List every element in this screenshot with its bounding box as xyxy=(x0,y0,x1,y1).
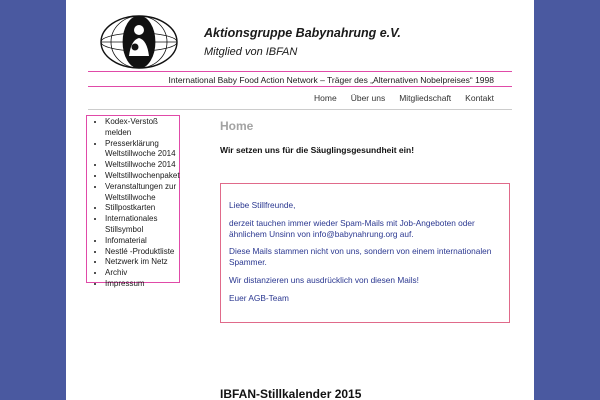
sidebar-item-infomaterial[interactable]: • Infomaterial xyxy=(105,236,177,247)
top-navigation xyxy=(314,93,494,103)
sidebar-menu xyxy=(86,115,180,288)
page-container xyxy=(66,0,534,400)
section-heading-stillkalender: IBFAN-Stillkalender 2015 xyxy=(220,387,362,400)
notice-signoff: Euer AGB-Team xyxy=(229,292,289,303)
sidebar-item-weltstillwochenpaket[interactable]: • Weltstillwochenpaket xyxy=(105,171,177,182)
nav-mitgliedschaft[interactable]: Mitgliedschaft xyxy=(399,93,452,103)
lead-text: Wir setzen uns für die Säuglingsgesundheit ein! xyxy=(220,145,415,155)
spam-notice-box xyxy=(220,183,510,323)
sidebar-item-stillsymbol[interactable]: • Internationales Stillsymbol xyxy=(105,214,177,236)
notice-greeting: Liebe Stillfreunde, xyxy=(229,200,296,210)
page-title: Home xyxy=(220,119,254,133)
sidebar-item-netzwerk[interactable]: • Netzwerk im Netz xyxy=(105,257,177,268)
header-rule-top xyxy=(88,71,512,72)
sidebar-item-kodex-verstoss[interactable]: • Kodex-Verstoß melden xyxy=(105,117,177,139)
ibfan-globe-logo[interactable] xyxy=(99,14,179,70)
nav-divider xyxy=(88,109,512,110)
sidebar-item-archiv[interactable]: • Archiv xyxy=(105,268,177,279)
sidebar-item-weltstillwoche[interactable]: • Weltstillwoche 2014 xyxy=(105,160,177,171)
org-subtitle: Mitglied von IBFAN xyxy=(204,46,298,58)
notice-paragraph-2: Diese Mails stammen nicht von uns, sondern von einem internationalen Spammer. xyxy=(229,246,492,268)
sidebar-item-nestle-produktliste[interactable]: • Nestlé -Produktliste xyxy=(105,247,177,258)
sidebar-item-presserklaerung[interactable]: • Presserklärung Weltstillwoche 2014 xyxy=(105,139,177,161)
org-title: Aktionsgruppe Babynahrung e.V. xyxy=(204,26,401,40)
sidebar-item-impressum[interactable]: • Impressum xyxy=(105,279,177,290)
tagline: International Baby Food Action Network – Träger des „Alternativen Nobelpreises“ 1998 xyxy=(168,75,494,85)
sidebar-item-veranstaltungen[interactable]: • Veranstaltungen zur Weltstillwoche xyxy=(105,182,177,204)
nav-kontakt[interactable]: Kontakt xyxy=(465,93,494,103)
header-rule-bottom xyxy=(88,86,512,87)
nav-ueber-uns[interactable]: Über uns xyxy=(350,93,386,103)
nav-home[interactable]: Home xyxy=(314,93,337,103)
notice-paragraph-1: derzeit tauchen immer wieder Spam-Mails mit Job-Angeboten oder ähnlichem Unsinn von info@babynahrung.org auf. xyxy=(229,217,475,239)
notice-paragraph-3: Wir distanzieren uns ausdrücklich von diesen Mails! xyxy=(229,274,419,285)
sidebar-item-stillpostkarten[interactable]: • Stillpostkarten xyxy=(105,203,177,214)
